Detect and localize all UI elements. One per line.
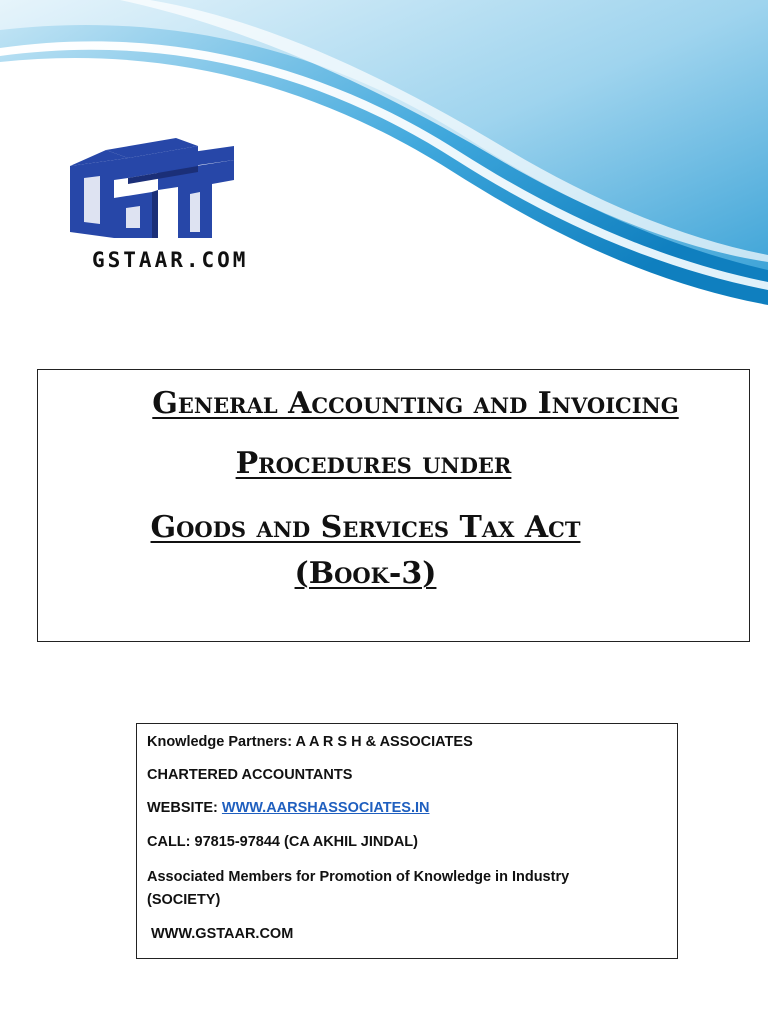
title-line-4: (Book-3) (294, 556, 437, 591)
website-label: WEBSITE: (147, 800, 222, 816)
profession-text: CHARTERED ACCOUNTANTS (147, 767, 353, 783)
society-text-line-1: Associated Members for Promotion of Knowledge in Industry (147, 869, 570, 885)
title-line-1: General Accounting and Invoicing (152, 386, 679, 421)
title-line-3: Goods and Services Tax Act (150, 510, 581, 545)
gst-logo-icon (66, 132, 238, 244)
website-link[interactable]: WWW.AARSHASSOCIATES.IN (221, 800, 430, 816)
website-row (147, 800, 429, 816)
title-box (37, 369, 750, 642)
knowledge-partners-text: Knowledge Partners: A A R S H & ASSOCIATES (147, 734, 473, 750)
site-name-logo-text: GSTAAR.COM (92, 248, 249, 272)
info-box (136, 723, 678, 959)
title-line-2: Procedures under (235, 446, 512, 481)
call-text: CALL: 97815-97844 (CA AKHIL JINDAL) (147, 834, 418, 850)
society-text-line-2: (SOCIETY) (147, 892, 221, 908)
gstaar-site-text: WWW.GSTAAR.COM (151, 926, 294, 942)
